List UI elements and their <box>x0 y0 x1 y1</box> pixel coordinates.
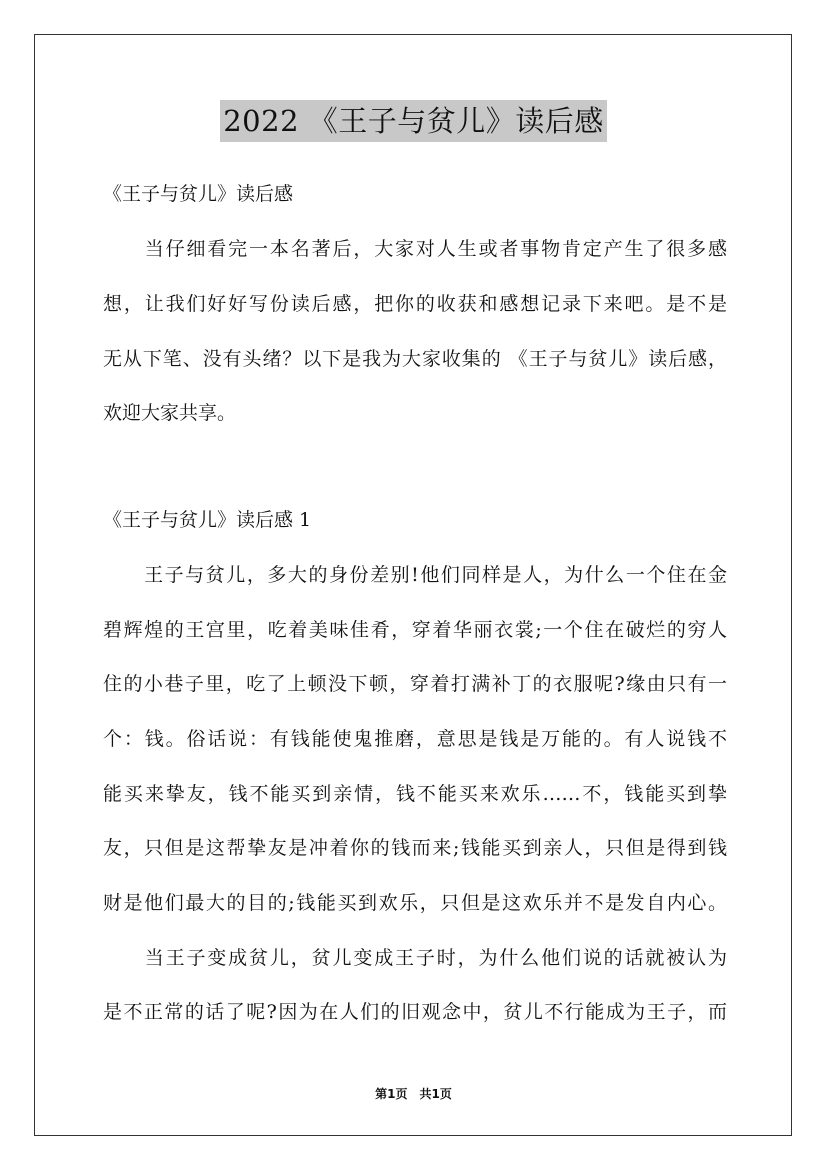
intro-line: 欢迎大家共享。 <box>103 402 237 424</box>
intro-line: 想，让我们好好写份读后感，把你的收获和感想记录下来吧。是不是 <box>103 293 727 315</box>
body-line: 友，只但是这帮挚友是冲着你的钱而来;钱能买到亲人，只但是得到钱 <box>103 837 727 859</box>
page-footer: 第1页 共1页 <box>375 1087 452 1101</box>
intro-line: 当仔细看完一本名著后，大家对人生或者事物肯定产生了很多感 <box>103 238 727 260</box>
body-line: 个：钱。俗话说：有钱能使鬼推磨，意思是钱是万能的。有人说钱不 <box>103 728 727 750</box>
document-title: 2022 《王子与贫儿》读后感 <box>220 100 607 142</box>
title-container <box>0 100 827 142</box>
body-line: 财是他们最大的目的;钱能买到欢乐，只但是这欢乐并不是发自内心。 <box>103 892 727 914</box>
body-line: 当王子变成贫儿，贫儿变成王子时，为什么他们说的话就被认为 <box>103 947 727 969</box>
subtitle: 《王子与贫儿》读后感 <box>103 183 294 205</box>
body-line: 住的小巷子里，吃了上顿没下顿，穿着打满补丁的衣服呢?缘由只有一 <box>103 673 727 695</box>
intro-line: 无从下笔、没有头绪？以下是我为大家收集的 《王子与贫儿》读后感， <box>103 348 727 370</box>
body-line: 王子与贫儿，多大的身份差别!他们同样是人，为什么一个住在金 <box>103 564 727 586</box>
body-line: 是不正常的话了呢?因为在人们的旧观念中，贫儿不行能成为王子，而 <box>103 1001 727 1023</box>
section-heading: 《王子与贫儿》读后感 1 <box>103 509 312 531</box>
body-line: 能买来挚友，钱不能买到亲情，钱不能买来欢乐……不，钱能买到挚 <box>103 783 727 805</box>
body-line: 碧辉煌的王宫里，吃着美味佳肴，穿着华丽衣裳;一个住在破烂的穷人 <box>103 619 727 641</box>
